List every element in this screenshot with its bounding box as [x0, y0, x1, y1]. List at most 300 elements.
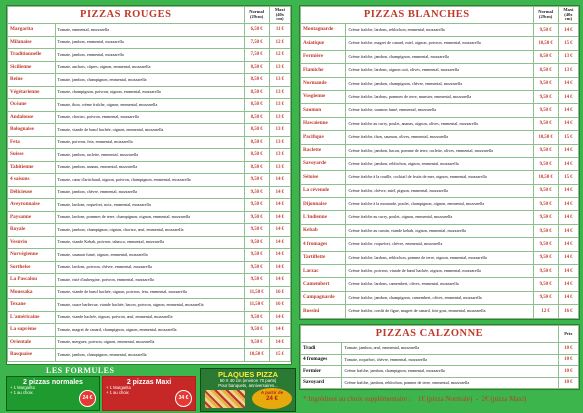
pizza-ingredients: Tomate, viande hachée, oignon, poivron, œuf, emmental, mozzarella — [55, 311, 244, 324]
pizza-name: Tartiflette — [301, 251, 346, 264]
price-maxi: 14 € — [269, 249, 290, 262]
pizza-ingredients: Crème fraîche, lardons, oignon cuit, olives, emmental, mozzarella — [346, 64, 533, 77]
blanches-menu-row — [301, 64, 579, 77]
pizza-name: Sortheise — [8, 261, 56, 274]
price-maxi: 15 € — [558, 131, 578, 144]
price-maxi: 14 € — [558, 144, 578, 157]
plaques-price-label: A partir de — [260, 390, 284, 395]
price-maxi: 13 € — [269, 86, 290, 99]
rouges-menu-row — [8, 99, 291, 112]
pizza-ingredients: Tomate, anchois, câpres, oignon, emmental, mozzarella — [55, 61, 244, 74]
pizza-name: Dijonnaise — [301, 198, 346, 211]
pizzas-rouges-title: PIZZAS ROUGES — [8, 7, 245, 24]
col-normal-header: Normal (29cm) — [244, 7, 269, 24]
price-maxi: 14 € — [269, 174, 290, 187]
price-maxi: 14 € — [269, 324, 290, 337]
pizza-ingredients: Crème fraîche, jambon, champignon, camembert, olives, emmental, mozzarella — [346, 291, 533, 304]
rouges-menu-row — [8, 74, 291, 87]
pizza-ingredients: Tomate, viande de bœuf hachée, oignon, emmental, mozzarella — [55, 124, 244, 137]
pizza-ingredients: Tomate, jambon, emmental, mozzarella — [55, 36, 244, 49]
price-normal: 9,50 € — [244, 224, 269, 237]
pizza-ingredients: Tomate, viande de bœuf hachée, oignon, poivron, feta, emmental, mozzarella — [55, 286, 244, 299]
price-normal: 8,50 € — [244, 99, 269, 112]
price-normal: 9,50 € — [533, 77, 558, 90]
rouges-menu-row — [8, 224, 291, 237]
price-normal: 9,50 € — [533, 211, 558, 224]
price-maxi: 13 € — [269, 124, 290, 137]
price-maxi: 14 € — [269, 261, 290, 274]
pizza-name: Reine — [8, 74, 56, 87]
price-maxi: 13 € — [269, 74, 290, 87]
pizza-ingredients: Tomate, jambon, chèvre, emmental, mozzarella — [55, 186, 244, 199]
pizza-name: Paysanne — [8, 211, 56, 224]
pizza-name: Basquaise — [8, 349, 56, 362]
price-normal: 9,50 € — [533, 104, 558, 117]
pizza-name: Suisse — [8, 149, 56, 162]
price-maxi: 13 € — [269, 149, 290, 162]
price-normal: 8,50 € — [244, 111, 269, 124]
pizza-name: Andalouse — [8, 111, 56, 124]
price-normal: 9,50 € — [533, 157, 558, 170]
price-normal: 9,50 € — [244, 274, 269, 287]
rouges-menu-row — [8, 261, 291, 274]
blanches-menu-row — [301, 144, 579, 157]
formule-normales-label: 2 pizzas normales — [23, 379, 83, 386]
pizza-ingredients: Tomate, champignon, poivron, oignon, emmental, mozzarella — [55, 86, 244, 99]
pizza-ingredients: Crème fraîche, saumon fumé, emmental, mozzarella — [346, 104, 533, 117]
calzone-ingredients: Tomate, jambon, œuf, emmental, mozzarella — [342, 343, 558, 355]
price-maxi: 13 € — [558, 64, 578, 77]
rouges-menu-row — [8, 299, 291, 312]
pizza-ingredients: Crème fraîche, jambon, champignon, emmental, mozzarella — [346, 50, 533, 63]
plaques-title: PLAQUES PIZZA — [217, 370, 278, 379]
blanches-menu-row — [301, 37, 579, 50]
pizza-ingredients: Tomate, poivron, feta, emmental, mozzarella — [55, 136, 244, 149]
pizza-ingredients: Crème fraîche, jambon, bacon, pomme de terre, raclette, olives, emmental, mozzarella — [346, 144, 533, 157]
calzone-price: 10 € — [558, 343, 578, 355]
price-maxi: 11 € — [269, 24, 290, 37]
pizza-ingredients: Crème fraîche, jambon, reblochon, oignon, emmental, mozzarella — [346, 157, 533, 170]
price-normal: 7,50 € — [244, 36, 269, 49]
pizza-ingredients: Crème fraîche, roquefort, chèvre, emmental, mozzarella — [346, 238, 533, 251]
blanches-menu-row — [301, 157, 579, 170]
pizza-name: Milanaise — [8, 36, 56, 49]
price-maxi: 14 € — [269, 336, 290, 349]
price-maxi: 12 € — [269, 49, 290, 62]
pizza-name: Pacifique — [301, 131, 346, 144]
col-normal-header: Normal (29cm) — [533, 7, 558, 24]
pizza-ingredients: Tomate, chorizo, poivron, emmental, mozzarella — [55, 111, 244, 124]
pizza-ingredients: Crème fraîche, chèvre, miel, pignon, emmental, mozzarella — [346, 184, 533, 197]
pizza-name: 4 saisons — [8, 174, 56, 187]
price-maxi: 16 € — [269, 286, 290, 299]
price-normal: 9,50 € — [244, 336, 269, 349]
pizza-ingredients: Tomate, jambon, emmental, mozzarella — [55, 49, 244, 62]
price-maxi: 14 € — [269, 224, 290, 237]
pizza-name: Hawaienne — [301, 117, 346, 130]
pizza-ingredients: Crème fraîche, poivron, viande de bœuf hachée, oignon, emmental, mozzarella — [346, 265, 533, 278]
price-normal: 9,50 € — [533, 198, 558, 211]
col-maxi-header: Maxi (40x cm) — [269, 7, 290, 24]
supplement-note — [303, 395, 526, 403]
price-maxi: 15 € — [558, 37, 578, 50]
price-normal: 9,50 € — [533, 117, 558, 130]
price-normal: 9,50 € — [244, 174, 269, 187]
pizza-name: Normande — [301, 77, 346, 90]
price-normal: 6,50 € — [244, 24, 269, 37]
rouges-menu-row — [8, 324, 291, 337]
pizza-ingredients: Crème fraîche, magret de canard, miel, oignon, poivron, emmental, mozzarella — [346, 37, 533, 50]
price-maxi: 15 € — [269, 349, 290, 362]
blanches-menu-row — [301, 305, 579, 318]
calzone-menu-row — [301, 377, 579, 389]
pizzas-calzone-panel — [299, 324, 580, 390]
pizza-name: Larzac — [301, 265, 346, 278]
price-maxi: 14 € — [269, 186, 290, 199]
plaques-size: 60 X 40 cm (environ 70 parts) — [219, 378, 277, 383]
price-maxi: 15 € — [558, 171, 578, 184]
pizza-ingredients: Crème fraîche, lardons, reblochon, pomme de terre, oignon, emmental, mozzarella — [346, 251, 533, 264]
pizza-ingredients: Crème fraîche, thon, saumon, olives, emmental, mozzarella — [346, 131, 533, 144]
blanches-menu-row — [301, 238, 579, 251]
price-normal: 10,50 € — [533, 131, 558, 144]
price-maxi: 14 € — [269, 311, 290, 324]
pizza-name: Orientale — [8, 336, 56, 349]
pizza-name: Campagnarde — [301, 291, 346, 304]
pizza-name: Kebab — [301, 224, 346, 237]
rouges-menu-row — [8, 236, 291, 249]
blanches-menu-row — [301, 278, 579, 291]
price-maxi: 14 € — [269, 274, 290, 287]
pizza-ingredients: Tomate, risté d'aubergine, poivron, emmental, mozzarella — [55, 274, 244, 287]
pizzas-rouges-table — [7, 6, 291, 362]
blanches-menu-row — [301, 184, 579, 197]
rouges-menu-row — [8, 24, 291, 37]
pizza-ingredients: Tomate, jambon, champignon, emmental, mozzarella — [55, 349, 244, 362]
calzone-price: 10 € — [558, 366, 578, 378]
calzone-price: 10 € — [558, 377, 578, 389]
rouges-menu-row — [8, 249, 291, 262]
rouges-menu-row — [8, 111, 291, 124]
rouges-menu-row — [8, 136, 291, 149]
blanches-menu-row — [301, 171, 579, 184]
price-normal: 9,50 € — [244, 236, 269, 249]
pizza-name: 4 fromages — [301, 238, 346, 251]
pizza-ingredients: Crème fraîche au curry, poulet, oignon, emmental, mozzarella — [346, 211, 533, 224]
plaques-price: 24 € — [266, 395, 278, 402]
blanches-menu-row — [301, 224, 579, 237]
price-normal: 8,50 € — [244, 61, 269, 74]
price-maxi: 14 € — [269, 236, 290, 249]
price-normal: 8,50 € — [244, 161, 269, 174]
blanches-menu-row — [301, 24, 579, 37]
pizza-ingredients: Tomate, emmental, mozzarella — [55, 24, 244, 37]
plaques-occasion: Pour banquets, anniversaires... — [218, 382, 278, 388]
formules-title: LES FORMULES — [46, 366, 115, 375]
price-normal: 9,50 € — [244, 324, 269, 337]
price-normal: 9,50 € — [533, 265, 558, 278]
price-normal: 8,50 € — [244, 74, 269, 87]
price-maxi: 16 € — [269, 299, 290, 312]
pizza-ingredients: Tomate, lardons, roquefort, noix, emmental, mozzarella — [55, 199, 244, 212]
formule-maxi-sub2: + 1 au choix — [106, 389, 129, 395]
rouges-menu-row — [8, 211, 291, 224]
pizza-ingredients: Crème fraîche au cumin, viande kebab, oignon, emmental, mozzarella — [346, 224, 533, 237]
price-maxi: 13 € — [269, 111, 290, 124]
pizza-ingredients: Crème fraîche, lardons, camembert, olives, emmental, mozzarella — [346, 278, 533, 291]
pizza-name: La Pascalou — [8, 274, 56, 287]
price-normal: 9,50 € — [244, 249, 269, 262]
formule-maxi-price-burst: 34 € — [175, 390, 192, 407]
pizza-name: Océane — [8, 99, 56, 112]
blanches-menu-row — [301, 291, 579, 304]
price-maxi: 14 € — [269, 199, 290, 212]
blanches-menu-row — [301, 50, 579, 63]
price-maxi: 14 € — [558, 184, 578, 197]
pizza-name: L'américaine — [8, 311, 56, 324]
blanches-menu-row — [301, 211, 579, 224]
pizza-name: Aveyronnaise — [8, 199, 56, 212]
price-maxi: 16 € — [558, 305, 578, 318]
supplement-text: * Ingrédient au choix supplémentaire : — [303, 395, 411, 403]
rouges-menu-row — [8, 61, 291, 74]
price-normal: 9,50 € — [244, 261, 269, 274]
price-normal: 8,50 € — [244, 136, 269, 149]
price-maxi: 12 € — [269, 36, 290, 49]
price-maxi: 13 € — [269, 161, 290, 174]
pizza-ingredients: Tomate, lardons, poivron, chèvre, emmental, mozzarella — [55, 261, 244, 274]
rouges-menu-row — [8, 311, 291, 324]
blanches-menu-row — [301, 117, 579, 130]
calzone-menu-row — [301, 366, 579, 378]
price-normal: 8,50 € — [244, 86, 269, 99]
blanches-menu-row — [301, 198, 579, 211]
supplement-maxi-price: 2€ (pizza Maxi) — [481, 395, 527, 403]
pizza-name: Norvégienne — [8, 249, 56, 262]
calzone-ingredients: Crème fraîche, jambon, reblochon, pomme de terre, emmental, mozzarella — [342, 377, 558, 389]
pizza-ingredients: Tomate, jambon, raclette, emmental, mozzarella — [55, 149, 244, 162]
pizza-name: Sétoise — [301, 171, 346, 184]
pizza-ingredients: Tomate, jambon, ananas, emmental, mozzarella — [55, 161, 244, 174]
pizza-ingredients: Crème fraîche à la moutarde, poulet, champignon, oignon, emmental, mozzarella — [346, 198, 533, 211]
price-maxi: 13 € — [269, 61, 290, 74]
pizza-ingredients: Crème fraîche à la rouille, cocktail de fruits de mer, oignon, emmental, mozzarella — [346, 171, 533, 184]
pizza-ingredients: Crème fraîche, jambon, champignon, chèvre, emmental, mozzarella — [346, 77, 533, 90]
formule-maxi-label: 2 pizzas Maxi — [126, 379, 172, 386]
rouges-menu-row — [8, 124, 291, 137]
col-prix-header: Prix — [558, 326, 578, 343]
pizza-name: Montagnarde — [301, 24, 346, 37]
pizza-name: Vosgienne — [301, 90, 346, 103]
price-normal: 9,50 € — [533, 251, 558, 264]
price-normal: 9,50 € — [533, 224, 558, 237]
pizza-name: Sicilienne — [8, 61, 56, 74]
plaques-price-burst — [252, 388, 292, 409]
rouges-menu-row — [8, 174, 291, 187]
pizza-name: Tahitienne — [8, 161, 56, 174]
pizza-name: Asiatique — [301, 37, 346, 50]
supplement-normal-price: 1€ (pizza Normale) — [417, 395, 473, 403]
pizza-name: Flamiche — [301, 64, 346, 77]
price-normal: 8,50 € — [533, 64, 558, 77]
blanches-menu-row — [301, 131, 579, 144]
price-normal: 9,50 € — [533, 238, 558, 251]
pizza-name: Rossini — [301, 305, 346, 318]
price-normal: 8,50 € — [244, 124, 269, 137]
calzone-ingredients: Crème fraîche, jambon, champignon, emmental, mozzarella — [342, 366, 558, 378]
pizza-name: La suprême — [8, 324, 56, 337]
calzone-name: 4 fromages — [301, 354, 342, 366]
pizza-ingredients: Tomate, saumon fumé, oignon, emmental, mozzarella — [55, 249, 244, 262]
price-maxi: 14 € — [558, 238, 578, 251]
calzone-name: Savoyard — [301, 377, 342, 389]
price-normal: 10,50 € — [533, 171, 558, 184]
rouges-menu-row — [8, 286, 291, 299]
pizza-name: Fermière — [301, 50, 346, 63]
formules-section — [6, 368, 196, 410]
pizza-ingredients: Tomate, cœur d'artichaud, oignon, poivron, champignon, emmental, mozzarella — [55, 174, 244, 187]
pizza-name: Margarita — [8, 24, 56, 37]
price-normal: 10,50 € — [244, 349, 269, 362]
price-normal: 9,50 € — [244, 199, 269, 212]
pizza-name: La cévenole — [301, 184, 346, 197]
blanches-menu-row — [301, 77, 579, 90]
pizzas-blanches-table — [300, 6, 579, 319]
price-normal: 8,50 € — [533, 50, 558, 63]
supplement-separator: - — [475, 395, 479, 403]
pizza-plate-image — [205, 390, 245, 408]
pizzas-blanches-panel — [299, 5, 580, 320]
rouges-menu-row — [8, 86, 291, 99]
price-maxi: 14 € — [558, 24, 578, 37]
pizza-name: Bolognaise — [8, 124, 56, 137]
price-maxi: 14 € — [558, 117, 578, 130]
pizza-name: Moussaka — [8, 286, 56, 299]
rouges-menu-row — [8, 199, 291, 212]
pizza-ingredients: Tomate, sauce barbecue, viande hachée, bacon, poivron, oignon, emmental, mozzarella — [55, 299, 244, 312]
pizzas-calzone-table — [300, 325, 579, 389]
price-normal: 9,50 € — [533, 291, 558, 304]
pizza-name: Raclette — [301, 144, 346, 157]
pizza-name: Savoyarde — [301, 157, 346, 170]
price-maxi: 14 € — [269, 211, 290, 224]
pizza-ingredients: Crème fraîche, lardons, reblochon, emmental, mozzarella — [346, 24, 533, 37]
price-normal: 7,50 € — [244, 49, 269, 62]
formule-maxi-box — [102, 376, 196, 411]
formule-normales-price-burst: 24 € — [79, 390, 96, 407]
pizza-name: Traditionnelle — [8, 49, 56, 62]
price-normal: 9,50 € — [533, 144, 558, 157]
pizzas-calzone-title: PIZZAS CALZONNE — [301, 326, 559, 343]
price-maxi: 14 € — [558, 291, 578, 304]
price-maxi: 14 € — [558, 104, 578, 117]
pizza-ingredients: Crème fraîche, lardons, pommes de terre, munster, emmental, mozzarella — [346, 90, 533, 103]
price-maxi: 13 € — [558, 50, 578, 63]
price-normal: 9,50 € — [244, 311, 269, 324]
pizzas-rouges-panel — [6, 5, 292, 365]
pizza-ingredients: Tomate, magret de canard, champignon, oignon, emmental, mozzarella — [55, 324, 244, 337]
price-maxi: 13 € — [269, 99, 290, 112]
pizza-ingredients: Crème fraîche, confit de figue, magret de canard, foie gras, emmental, mozzarella — [346, 305, 533, 318]
rouges-menu-row — [8, 49, 291, 62]
price-maxi: 14 € — [558, 157, 578, 170]
formule-normales-box — [6, 376, 100, 411]
plaques-pizza-box — [200, 368, 296, 412]
price-maxi: 14 € — [558, 278, 578, 291]
formule-normales-sub1: + 1 Margarita — [10, 385, 35, 390]
price-normal: 11,50 € — [244, 286, 269, 299]
pizza-name: L'indienne — [301, 211, 346, 224]
pizza-ingredients: Tomate, lardons, pommes de terre, champignon, oignon, emmental, mozzarella — [55, 211, 244, 224]
blanches-menu-row — [301, 90, 579, 103]
price-maxi: 14 € — [558, 265, 578, 278]
price-normal: 11,50 € — [244, 299, 269, 312]
price-maxi: 14 € — [558, 90, 578, 103]
calzone-price: 10 € — [558, 354, 578, 366]
col-maxi-header: Maxi (40x cm) — [558, 7, 578, 24]
pizza-ingredients: Tomate, viande Kebab, poivron, tabasco, emmental, mozzarella — [55, 236, 244, 249]
pizzas-blanches-title: PIZZAS BLANCHES — [301, 7, 534, 24]
pizza-ingredients: Tomate, jambon, champignon, emmental, mozzarella — [55, 74, 244, 87]
price-normal: 8,50 € — [244, 149, 269, 162]
rouges-menu-row — [8, 336, 291, 349]
blanches-menu-row — [301, 251, 579, 264]
price-maxi: 14 € — [558, 211, 578, 224]
pizza-name: Délicieuse — [8, 186, 56, 199]
price-maxi: 13 € — [269, 136, 290, 149]
pizza-name: Végétarienne — [8, 86, 56, 99]
price-normal: 9,50 € — [533, 90, 558, 103]
pizza-name: Texane — [8, 299, 56, 312]
price-normal: 9,50 € — [533, 24, 558, 37]
price-normal: 9,50 € — [533, 278, 558, 291]
pizza-name: Saumon — [301, 104, 346, 117]
rouges-menu-row — [8, 349, 291, 362]
price-normal: 9,50 € — [244, 211, 269, 224]
pizza-ingredients: Tomate, jambon, champignon, oignon, chorizo, œuf, emmental, mozzarella — [55, 224, 244, 237]
formule-maxi-sub1: + 1 Margarita — [106, 385, 131, 390]
pizza-name: Feta — [8, 136, 56, 149]
blanches-menu-row — [301, 265, 579, 278]
calzone-ingredients: Tomate, roquefort, chèvre, emmental, mozzarella — [342, 354, 558, 366]
pizza-name: Vesuvio — [8, 236, 56, 249]
rouges-menu-row — [8, 274, 291, 287]
blanches-menu-row — [301, 104, 579, 117]
pizza-ingredients: Crème fraîche au curry, poulet, ananas, oignon, olives, emmental, mozzarella — [346, 117, 533, 130]
price-normal: 10,50 € — [533, 37, 558, 50]
rouges-menu-row — [8, 161, 291, 174]
pizza-name: Royale — [8, 224, 56, 237]
price-maxi: 14 € — [558, 251, 578, 264]
rouges-menu-row — [8, 149, 291, 162]
calzone-name: Fermier — [301, 366, 342, 378]
formule-normales-sub2: + 1 au choix — [10, 389, 33, 395]
rouges-menu-row — [8, 36, 291, 49]
pizza-ingredients: Tomate, thon, crème fraîche, oignon, emmental, mozzarella — [55, 99, 244, 112]
calzone-menu-row — [301, 354, 579, 366]
rouges-menu-row — [8, 186, 291, 199]
pizza-ingredients: Tomate, merguez, poivron, oignon, emmental, mozzarella — [55, 336, 244, 349]
pizza-name: Camembert — [301, 278, 346, 291]
calzone-menu-row — [301, 343, 579, 355]
price-normal: 12 € — [533, 305, 558, 318]
price-maxi: 14 € — [558, 198, 578, 211]
price-maxi: 14 € — [558, 77, 578, 90]
price-normal: 9,50 € — [244, 186, 269, 199]
price-normal: 9,50 € — [533, 184, 558, 197]
price-maxi: 14 € — [558, 224, 578, 237]
calzone-name: Tradi — [301, 343, 342, 355]
